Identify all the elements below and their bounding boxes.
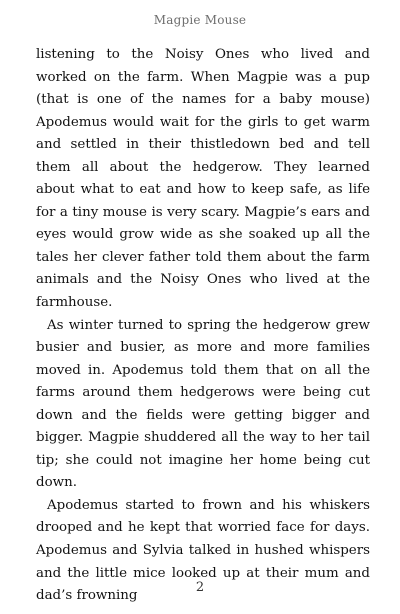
body-text	[36, 44, 370, 608]
paragraph-3: Apodemus started to frown and his whiskers drooped and he kept that worried face for days. Apodemus and Sylvia talked in hushed whispers and the little mice looked up at their mum and dad’s frowning	[36, 497, 370, 604]
paragraph-1: listening to the Noisy Ones who lived and worked on the farm. When Magpie was a pup (that is one of the names for a baby mouse) Apodemus would wait for the girls to get warm and settled in their thistledown bed and tell them all about the hedgerow. They learned about what to eat and how to keep safe, as life for a tiny mouse is very scary. Magpie’s ears and eyes would grow wide as she soaked up all the tales her clever father told them about the farm animals and the Noisy Ones who lived at the farmhouse.	[36, 47, 370, 311]
paragraph-2: As winter turned to spring the hedgerow grew busier and busier, as more and more families moved in. Apodemus told them that on all the farms around them hedgerows were being cut down and the fields were getting bigger and bigger. Magpie shuddered all the way to her tail tip; she could not imagine her home being cut down.	[36, 317, 370, 491]
page-number: 2	[195, 580, 205, 595]
running-head-title: Magpie Mouse	[153, 13, 247, 27]
